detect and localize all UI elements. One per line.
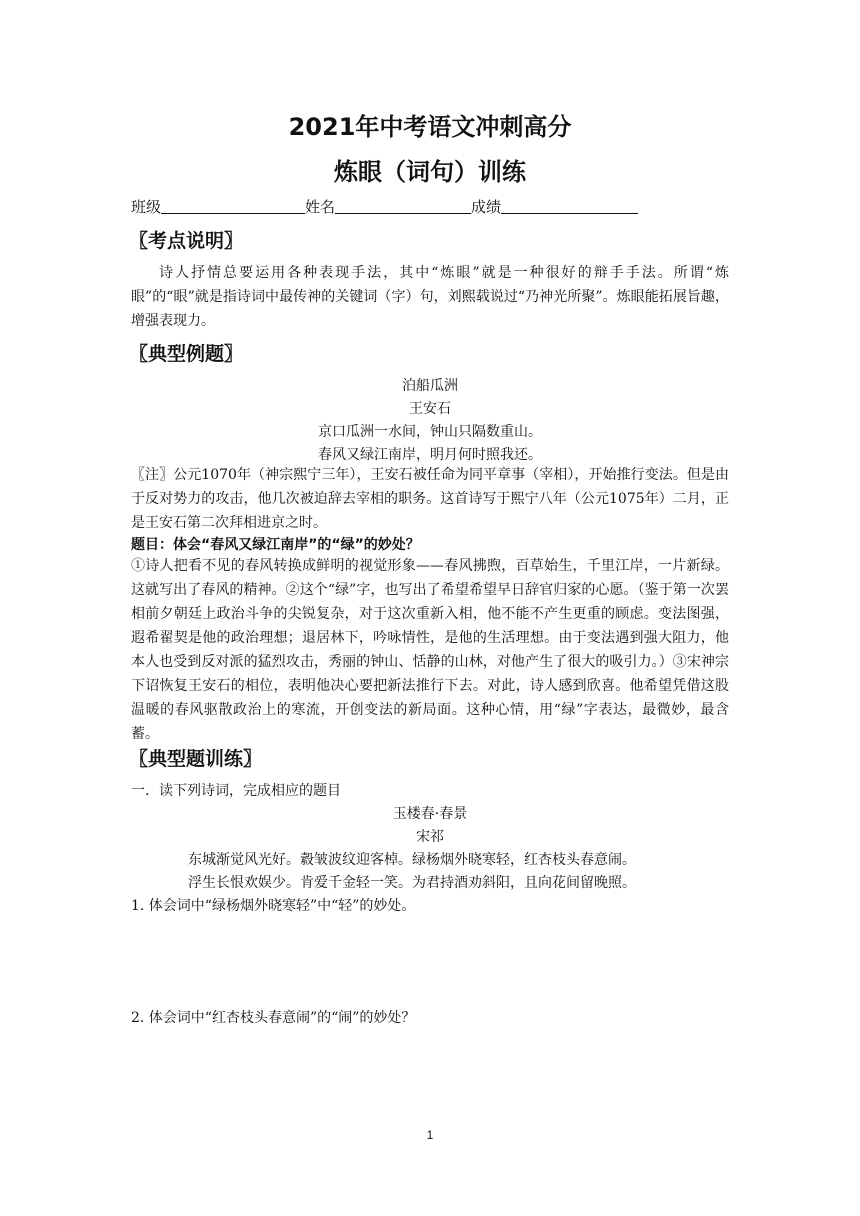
example-poem-line-1: 京口瓜洲一水间，钟山只隔数重山。: [318, 424, 542, 440]
exam-points-paragraph: 诗人抒情总要运用各种表现手法，其中“炼眼”就是一种很好的辩手手法。所谓“炼眼”的“眼”就是指诗词中最传神的关键词（字）句，刘熙载说过“乃神光所聚”。炼眼能拓展旨趣，增强表现力。: [131, 265, 729, 329]
class-blank: [161, 198, 305, 214]
class-label: 班级: [131, 198, 162, 216]
document-subtitle: 炼眼（词句）训练: [334, 158, 526, 186]
example-poem-title: 泊船瓜洲: [402, 378, 458, 394]
example-poem-author: 王安石: [409, 401, 451, 417]
training-poem-title: 玉楼春·春景: [392, 806, 468, 822]
question-2: 2. 体会词中“红杏枝头春意闹”的“闹”的妙处？: [131, 1010, 416, 1026]
training-poem-line-2: 浮生长恨欢娱少。肯爱千金轻一笑。为君持酒劝斜阳，且向花间留晚照。: [188, 875, 636, 891]
score-label: 成绩: [471, 198, 502, 216]
training-poem-author: 宋祁: [416, 829, 444, 845]
score-blank: [501, 198, 638, 214]
document-title: 2021年中考语文冲刺高分: [288, 113, 572, 141]
name-label: 姓名: [305, 198, 336, 216]
training-instruction: 一．读下列诗词，完成相应的题目: [131, 783, 341, 799]
section-heading-exam-points: 〖考点说明〗: [129, 230, 244, 252]
example-answer: ①诗人把看不见的春风转换成鲜明的视觉形象——春风拂煦，百草始生，千里江岸，一片新绿。这就写出了春风的精神。②这个“绿”字，也写出了希望希望早日辞官归家的心愿。（鉴于第一次罢相前夕朝廷上政治斗争的尖锐复杂，对于这次重新入相，他不能不产生更重的顾虑。变法图强，遐希翟契是他的政治理想；退居林下，吟咏情性，是他的生活理想。由于变法遇到强大阻力，他本人也受到反对派的猛烈攻击，秀丽的钟山、恬静的山林，对他产生了很大的吸引力。）③宋神宗下诏恢复王安石的相位，表明他决心要把新法推行下去。对此，诗人感到欣喜。他希望凭借这股温暖的春风驱散政治上的寒流，开创变法的新局面。这种心情，用“绿”字表达，最微妙，最含蓄。: [131, 558, 729, 742]
question-1: 1. 体会词中“绿杨烟外晓寒轻”中“轻”的妙处。: [131, 898, 416, 914]
section-heading-training: 〖典型题训练〗: [129, 748, 263, 770]
example-poem-line-2: 春风又绿江南岸，明月何时照我还。: [318, 447, 542, 463]
name-blank: [335, 198, 471, 214]
example-note: 〖注〗公元1070年（神宗熙宁三年），王安石被任命为同平章事（宰相），开始推行变法。但是由于反对势力的攻击，他几次被迫辞去宰相的职务。这首诗写于熙宁八年（公元1075年）二月，正是王安石第二次拜相进京之时。: [131, 467, 729, 531]
page-number: 1: [426, 1128, 434, 1142]
training-poem-line-1: 东城渐觉风光好。縠皱波纹迎客棹。绿杨烟外晓寒轻，红杏枝头春意闹。: [188, 852, 636, 868]
section-heading-typical-example: 〖典型例题〗: [129, 343, 244, 365]
example-question: 题目：体会“春风又绿江南岸”的“绿”的妙处？: [131, 537, 420, 553]
student-info-fields: [131, 197, 638, 217]
